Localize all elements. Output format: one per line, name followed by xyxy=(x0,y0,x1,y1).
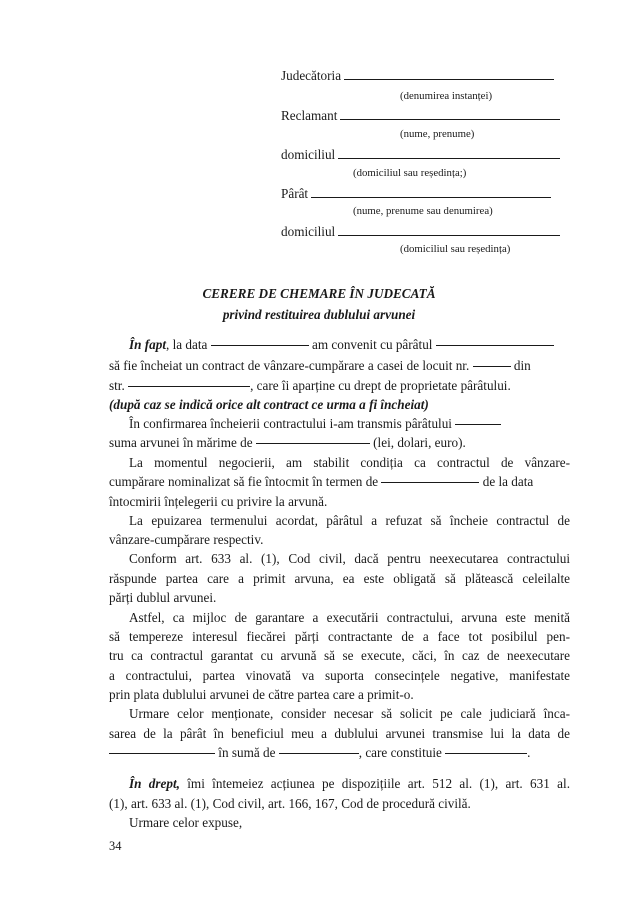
street-blank xyxy=(128,385,250,387)
body-line: Conform art. 633 al. (1), Cod civil, dacă pentru neexecutarea contractului xyxy=(129,551,570,566)
defendant-field xyxy=(281,186,551,202)
date-blank xyxy=(211,344,309,346)
defendant-address-field xyxy=(281,224,560,240)
court-hint: (denumirea instanței) xyxy=(400,90,493,102)
defendant-name-blank xyxy=(436,344,554,346)
sum-blank xyxy=(279,752,359,754)
body-line: str. , care îi aparține cu drept de proprietate pârâtului. xyxy=(109,378,511,393)
defendant-label: Pârât xyxy=(281,186,309,201)
document-subtitle: privind restituirea dublului arvunei xyxy=(222,307,416,322)
body-line: tru ca contractul garantat cu arvună să se execute, căci, în caz de neexecutare xyxy=(109,648,570,663)
plaintiff-address-blank xyxy=(338,157,560,159)
body-line: în sumă de , care constituie . xyxy=(109,743,570,763)
body-line: Urmare celor expuse, xyxy=(129,815,243,830)
plaintiff-hint: (nume, prenume) xyxy=(400,128,475,140)
body-line: răspunde partea care a primit arvuna, ea este obligată să plătească celeilalte xyxy=(109,571,570,586)
body-line: cumpărare nominalizat să fie întocmit în termen de de la data xyxy=(109,474,534,489)
plaintiff-address-hint: (domiciliul sau reședința;) xyxy=(353,167,467,179)
court-field xyxy=(281,68,554,84)
deposit-amount-blank xyxy=(256,442,370,444)
body-line: întocmirii înțelegerii cu privire la arvună. xyxy=(109,494,328,509)
defendant-hint: (nume, prenume sau denumirea) xyxy=(353,205,493,217)
defendant-address-hint: (domiciliul sau reședința) xyxy=(400,243,511,255)
plaintiff-blank xyxy=(340,118,560,120)
constitutes-blank xyxy=(445,752,527,754)
body-line: În fapt, la data am convenit cu pârâtul xyxy=(109,335,570,355)
body-line-note: (după caz se indică orice alt contract ce urma a fi încheiat) xyxy=(109,397,429,412)
page-number: 34 xyxy=(109,839,122,853)
in-fact-label: În fapt xyxy=(129,337,167,352)
defendant-address-label: domiciliul xyxy=(281,224,336,239)
body-line: părți dublul arvunei. xyxy=(109,590,217,605)
in-law-label: În drept, xyxy=(129,776,180,791)
court-label: Judecătoria xyxy=(281,68,342,83)
defendant-blank xyxy=(311,196,551,198)
transfer-date-blank xyxy=(109,752,215,754)
body-line: suma arvunei în mărime de (lei, dolari, euro). xyxy=(109,435,466,450)
plaintiff-field xyxy=(281,108,560,124)
term-blank xyxy=(381,481,479,483)
plaintiff-label: Reclamant xyxy=(281,108,338,123)
body-line: să tempereze interesul fiecărei părți contractante de a face tot posibilul pen- xyxy=(109,629,570,644)
body-line: La epuizarea termenului acordat, pârâtul a refuzat să încheie contractul de xyxy=(129,513,570,528)
body-line: (1), art. 633 al. (1), Cod civil, art. 166, 167, Cod de procedură civilă. xyxy=(109,796,471,811)
body-line: sarea de la pârât în beneficiul meu a dublului arvunei transmise lui la data de xyxy=(109,726,570,741)
body-line: În confirmarea încheierii contractului i-am transmis pârâtului xyxy=(109,414,570,434)
house-number-blank xyxy=(473,365,511,367)
body-line: În drept, îmi întemeiez acțiunea pe dispozițiile art. 512 al. (1), art. 631 al. xyxy=(129,776,570,791)
body-line: prin plata dublului arvunei de către partea care a primit-o. xyxy=(109,687,414,702)
plaintiff-address-field xyxy=(281,147,560,163)
body-line: Urmare celor menționate, consider necesar să solicit pe cale judiciară înca- xyxy=(129,706,570,721)
defendant-address-blank xyxy=(338,234,560,236)
body-line: vânzare-cumpărare respectiv. xyxy=(109,532,264,547)
document-title: CERERE DE CHEMARE ÎN JUDECATĂ xyxy=(202,286,436,301)
plaintiff-address-label: domiciliul xyxy=(281,147,336,162)
body-line: Astfel, ca mijloc de garantare a executării contractului, arvuna este menită xyxy=(129,610,570,625)
recipient-blank xyxy=(455,423,501,425)
court-blank xyxy=(344,78,554,80)
body-line: La momentul negocierii, am stabilit condiția ca contractul de vânzare- xyxy=(129,455,570,470)
body-line: să fie încheiat un contract de vânzare-cumpărare a casei de locuit nr. din xyxy=(109,358,531,373)
body-line: a contractului, partea vinovată va suporta consecințele negative, manifestate xyxy=(109,668,570,683)
